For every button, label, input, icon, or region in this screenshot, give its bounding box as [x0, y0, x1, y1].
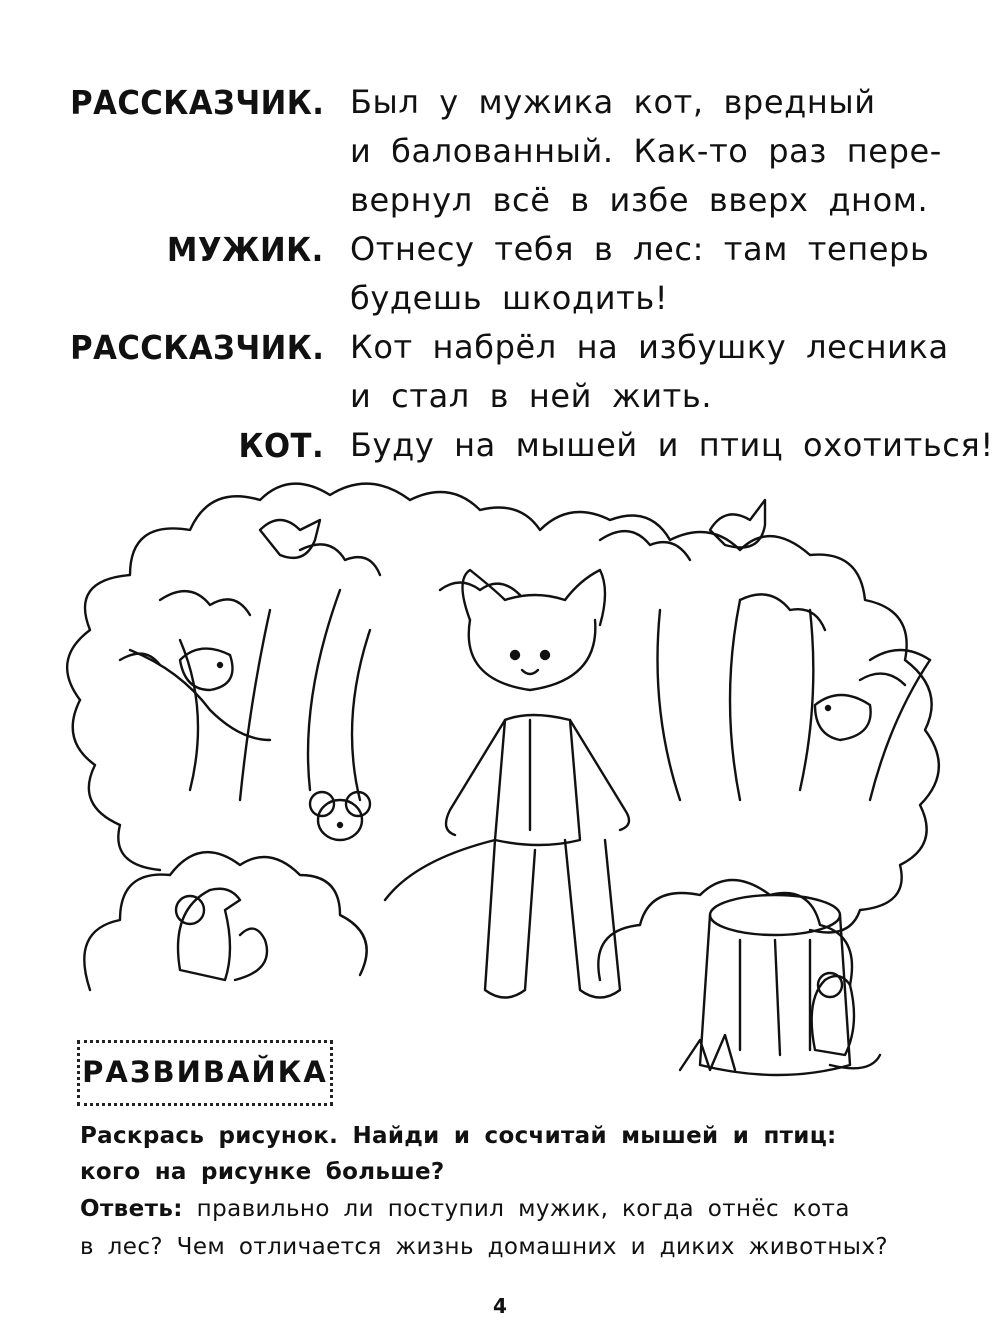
- answer-line: [80, 1190, 960, 1228]
- mouse: [176, 889, 267, 980]
- bush: [598, 880, 852, 985]
- task-line: кого на рисунке больше?: [80, 1159, 445, 1185]
- task-block: [80, 1118, 960, 1266]
- dialog-row: [0, 127, 1000, 176]
- page-number: 4: [493, 1294, 507, 1318]
- dialog-line: и балованный. Как-то раз пере-: [350, 132, 942, 170]
- speaker-label: МУЖИК.: [167, 230, 324, 269]
- badge-label: РАЗВИВАЙКА: [82, 1055, 328, 1089]
- coloring-illustration: [40, 470, 980, 1110]
- tree-trunk-right: [658, 600, 931, 800]
- dialog-row: [0, 323, 1000, 372]
- dialog-line: Кот набрёл на избушку лесника: [350, 328, 949, 366]
- speaker-label: РАССКАЗЧИК.: [69, 328, 324, 367]
- dialog-row: [0, 372, 1000, 421]
- dialog-line: Буду на мышей и птиц охотиться!: [350, 426, 994, 464]
- answer-line: в лес? Чем отличается жизнь домашних и диких животных?: [80, 1234, 888, 1260]
- dialog-row: [0, 274, 1000, 323]
- cat: [385, 570, 629, 998]
- dialog-line: Был у мужика кот, вредный: [350, 83, 876, 121]
- dialog-row: [0, 421, 1000, 470]
- dialog-line: будешь шкодить!: [350, 279, 669, 317]
- answer-label: Ответь:: [80, 1196, 183, 1222]
- dialog-line: и стал в ней жить.: [350, 377, 713, 415]
- bird: [180, 649, 233, 690]
- dialog-row: [0, 78, 1000, 127]
- dialog-line: вернул всё в избе вверх дном.: [350, 181, 929, 219]
- speaker-label: РАССКАЗЧИК.: [69, 83, 324, 122]
- bird: [815, 695, 871, 740]
- bird: [260, 520, 320, 558]
- tree-trunk-left: [180, 590, 370, 800]
- bush: [84, 852, 366, 990]
- dialog-row: [0, 225, 1000, 274]
- dialog-row: [0, 176, 1000, 225]
- dialog-line: Отнесу тебя в лес: там теперь: [350, 230, 930, 268]
- bird: [710, 500, 765, 548]
- dialog: [0, 78, 1000, 470]
- section-badge: [77, 1040, 333, 1106]
- task-line: Раскрась рисунок. Найди и сосчитай мышей и птиц:: [80, 1123, 837, 1149]
- speaker-label: КОТ.: [238, 426, 324, 465]
- answer-text: правильно ли поступил мужик, когда отнёс кота: [182, 1196, 850, 1222]
- tree-stump: [680, 895, 850, 1075]
